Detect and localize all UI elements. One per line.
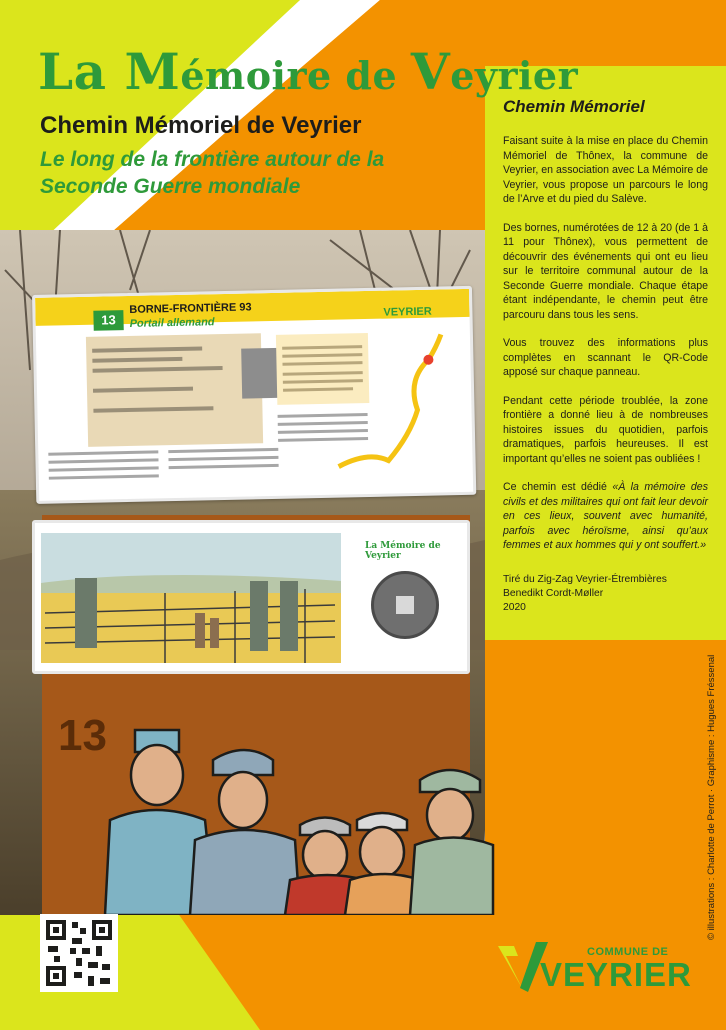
qr-plaque — [371, 571, 439, 639]
sign-number-badge: 13 — [93, 310, 123, 331]
qr-code-icon — [40, 914, 118, 992]
illustration-credit: © illustrations : Charlotte de Perrot · Graphisme : Hugues Fréssenal — [706, 654, 717, 940]
sign-contents — [35, 289, 473, 501]
sign-title: BORNE-FRONTIÈRE 93 — [129, 301, 252, 316]
commune-name: VEYRIER — [540, 956, 692, 993]
credit-line: 2020 — [503, 602, 526, 613]
panel-dedication: Ce chemin est dédié «À la mémoire des civils et des militaires qui ont fait leur devoir en ces lieux, souvent avec humanité, parfois avec héroïsme, ainsi qu’aux femmes et aux hommes qui y ont souffert.» — [503, 481, 708, 551]
page-tagline: Le long de la frontière autour de la Seconde Guerre mondiale — [40, 148, 385, 198]
sign-logo: VEYRIER — [383, 305, 432, 319]
panel-paragraph: Pendant cette période troublée, la zone frontière a donné lieu à de nombreuses histoires issues du quotidien, parfois dramatiques, parfois heureuses. Il est important qu’elles ne soient pas oubliées ! — [503, 394, 708, 465]
sign-upper-panel — [32, 286, 476, 504]
panel-text — [503, 134, 708, 567]
post-number: 13 — [58, 711, 107, 760]
panel-credit — [503, 573, 713, 615]
credit-line: Tiré du Zig-Zag Veyrier-Étrembières — [503, 574, 667, 585]
panel-paragraph: Faisant suite à la mise en place du Chemin Mémoriel de Thônex, la commune de Veyrier, en association avec La Mémoire de Veyrier, vous propose un parcours le long de l’Arve et du pied du Salève. — [503, 135, 708, 205]
credit-line: Benedikt Cordt-Møller — [503, 588, 604, 599]
soldiers-illustration — [95, 720, 495, 915]
panel-paragraph: Vous trouvez des informations plus complètes en scannant le QR-Code apposé sur chaque panneau. — [503, 337, 708, 378]
panel-title: Chemin Mémoriel — [503, 97, 645, 116]
dedication-quote: «À la mémoire des civils et des militaires qui ont fait leur devoir en ces lieux, souvent avec humanité, parfois avec héroïsme, ainsi qu’aux femmes et aux hommes qui y ont souffert.» — [503, 481, 708, 551]
qr-code-icon — [396, 596, 414, 614]
sign-lower-label: La Mémoire de Veyrier — [365, 541, 441, 561]
qr-code[interactable] — [40, 914, 118, 992]
sign-subtitle: Portail allemand — [129, 316, 215, 330]
brand-title: La Mémoire de Veyrier — [38, 42, 579, 101]
panel-paragraph: Des bornes, numérotées de 12 à 20 (de 1 à 11 pour Thônex), vous permettent de découvrir des événements qui ont eu lieu sur le territoire communal autour de la Seconde Guerre mondiale. Chaque étape étant indépendante, le chemin peut être parcouru dans tous les sens. — [503, 221, 708, 321]
sign-lower-panel — [32, 520, 470, 674]
page-subtitle: Chemin Mémoriel de Veyrier — [40, 112, 362, 139]
sign-illustration — [35, 523, 355, 671]
commune-label: COMMUNE DE — [587, 946, 669, 958]
